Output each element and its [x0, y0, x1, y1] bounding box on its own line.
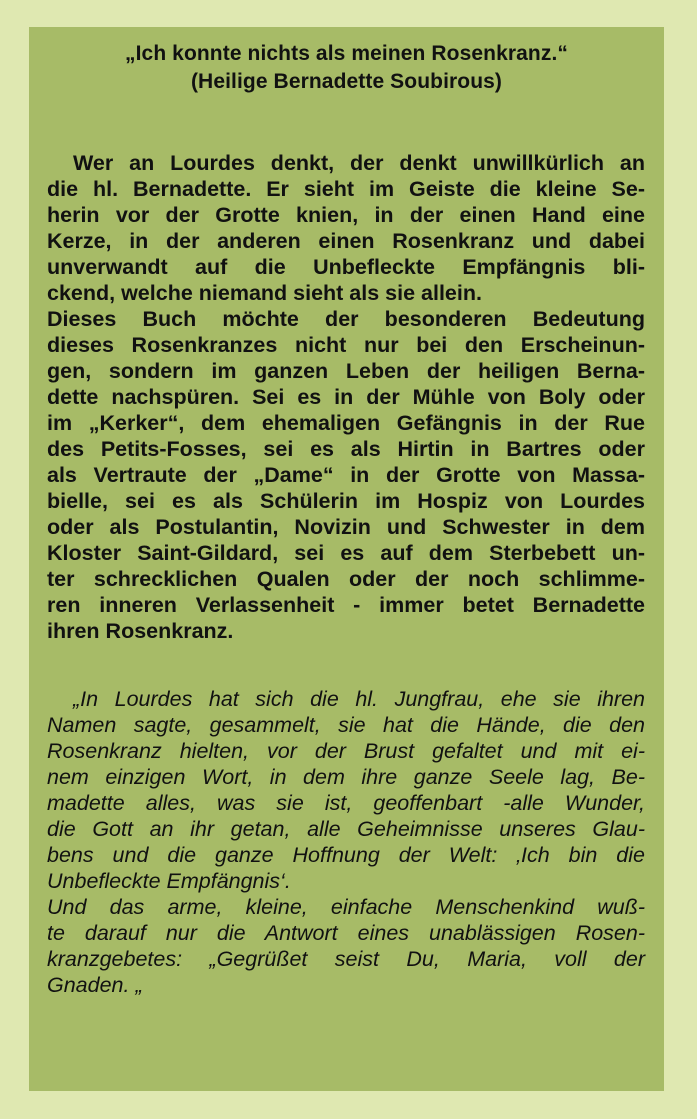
- text-line: herin vor der Grotte knien, in der einen Hand eine: [47, 203, 645, 227]
- text-line: nem einzigen Wort, in dem ihre ganze Seele lag, Be-: [47, 765, 645, 789]
- text-line: Namen sagte, gesammelt, sie hat die Hände, die den: [47, 713, 645, 737]
- text-line: ter schrecklichen Qualen oder der noch schlimme-: [47, 567, 645, 591]
- text-line: Und das arme, kleine, einfache Menschenkind wuß-: [47, 895, 645, 919]
- text-line: madette alles, was sie ist, geoffenbart -alle Wunder,: [47, 791, 645, 815]
- text-line: kranzgebetes: „Gegrüßet seist Du, Maria, voll der: [47, 947, 645, 971]
- text-card: [29, 27, 664, 1091]
- text-line: ihren Rosenkranz.: [47, 619, 234, 643]
- text-line: oder als Postulantin, Novizin und Schwester in dem: [47, 515, 645, 539]
- text-line: als Vertraute der „Dame“ in der Grotte von Massa-: [47, 463, 645, 487]
- text-line: gen, sondern im ganzen Leben der heiligen Berna-: [47, 359, 645, 383]
- text-line: ckend, welche niemand sieht als sie allein.: [47, 281, 482, 305]
- text-line: dette nachspüren. Sei es in der Mühle von Boly oder: [47, 385, 645, 409]
- text-line: te darauf nur die Antwort eines unablässigen Rosen-: [47, 921, 645, 945]
- text-line: Unbefleckte Empfängnis‘.: [47, 869, 291, 893]
- title-line-quote: „Ich konnte nichts als meinen Rosenkranz.“: [125, 42, 568, 65]
- text-line: die hl. Bernadette. Er sieht im Geiste die kleine Se-: [47, 177, 645, 201]
- italic-quote-paragraph: [47, 686, 645, 998]
- text-line: die Gott an ihr getan, alle Geheimnisse unseres Glau-: [47, 817, 645, 841]
- text-line: Rosenkranz hielten, vor der Brust gefaltet und mit ei-: [47, 739, 645, 763]
- text-line: unverwandt auf die Unbefleckte Empfängnis bli-: [47, 255, 645, 279]
- title-line-attribution: (Heilige Bernadette Soubirous): [190, 70, 503, 93]
- quote-title: [29, 40, 664, 96]
- text-line: ren inneren Verlassenheit - immer betet Bernadette: [47, 593, 645, 617]
- text-line: dieses Rosenkranzes nicht nur bei den Erscheinun-: [47, 333, 645, 357]
- text-line: bens und die ganze Hoffnung der Welt: ‚Ich bin die: [47, 843, 645, 867]
- bold-introduction-paragraph: [47, 150, 645, 644]
- text-line: im „Kerker“, dem ehemaligen Gefängnis in der Rue: [47, 411, 645, 435]
- text-line: Dieses Buch möchte der besonderen Bedeutung: [47, 307, 645, 331]
- text-line: Kerze, in der anderen einen Rosenkranz und dabei: [47, 229, 645, 253]
- text-line: Gnaden. „: [47, 973, 143, 997]
- text-line: „In Lourdes hat sich die hl. Jungfrau, ehe sie ihren: [73, 687, 645, 711]
- text-line: des Petits-Fosses, sei es als Hirtin in Bartres oder: [47, 437, 645, 461]
- text-line: Kloster Saint-Gildard, sei es auf dem Sterbebett un-: [47, 541, 645, 565]
- text-line: bielle, sei es als Schülerin im Hospiz von Lourdes: [47, 489, 645, 513]
- text-line: Wer an Lourdes denkt, der denkt unwillkürlich an: [73, 151, 645, 175]
